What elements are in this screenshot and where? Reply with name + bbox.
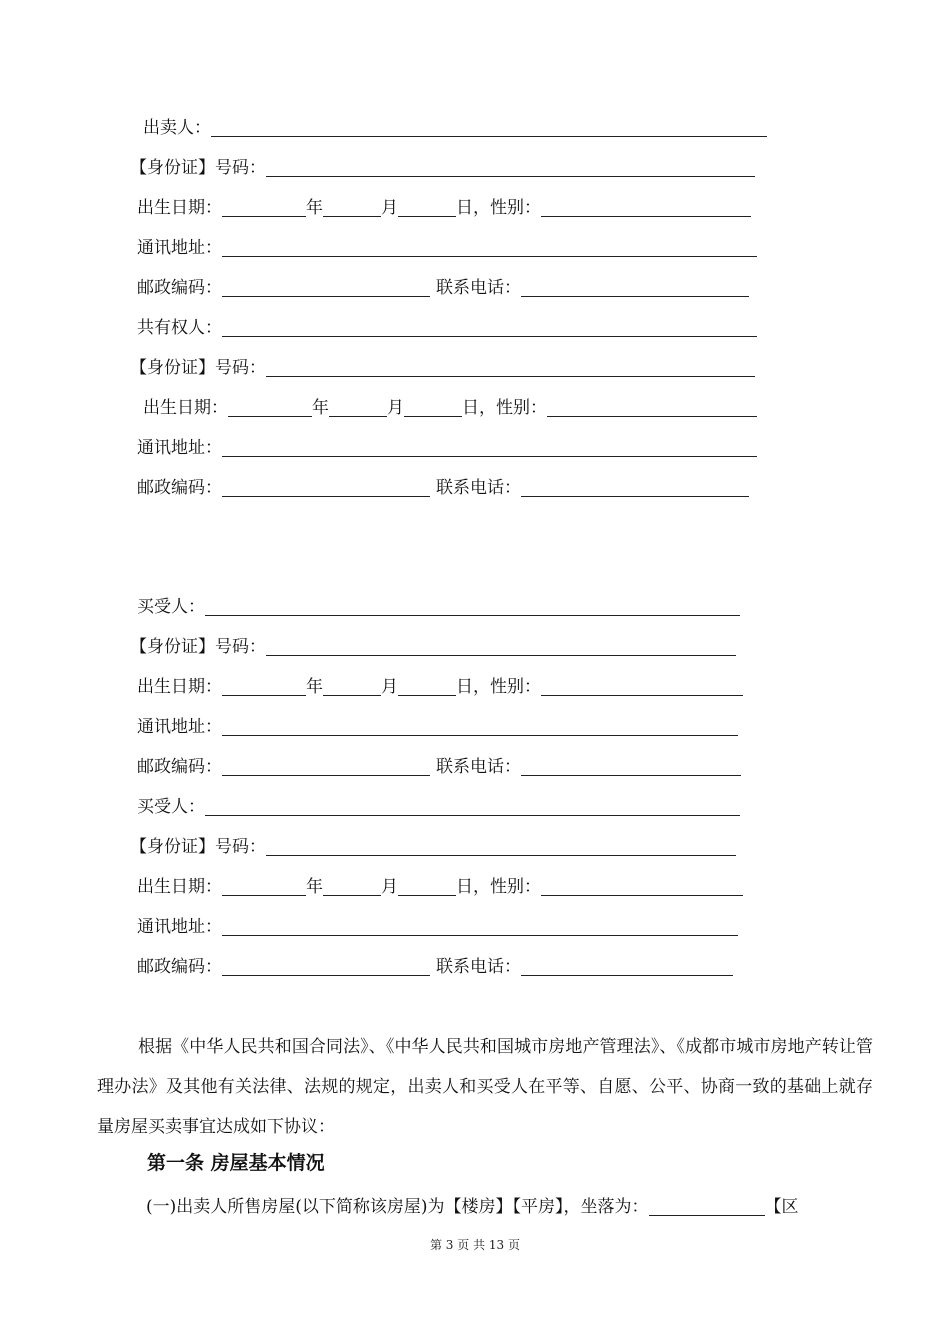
year-label: 年: [312, 398, 329, 418]
address-label: 通讯地址：: [137, 238, 222, 258]
footer-total-pages: 13: [488, 1238, 505, 1252]
id-label: 【身份证】号码：: [130, 158, 266, 178]
buyer2-phone-field[interactable]: [521, 957, 733, 976]
id-label: 【身份证】号码：: [130, 837, 266, 857]
coowner-address-field[interactable]: [222, 438, 757, 457]
seller-birth-month-field[interactable]: [323, 198, 381, 217]
buyer1-contact-row: [137, 755, 741, 779]
phone-label: 联系电话：: [436, 278, 521, 298]
buyer2-name-row: [137, 795, 740, 819]
buyer2-gender-field[interactable]: [541, 877, 743, 896]
buyer2-contact-row: [137, 955, 733, 979]
coowner-name-field[interactable]: [222, 318, 757, 337]
birth-label: 出生日期：: [137, 677, 222, 697]
coowner-birth-month-field[interactable]: [329, 398, 387, 417]
coowner-phone-field[interactable]: [521, 478, 749, 497]
footer-suffix: 页: [508, 1238, 521, 1252]
day-gender-label: 日，性别：: [456, 198, 541, 218]
day-gender-label: 日，性别：: [462, 398, 547, 418]
seller-address-row: [137, 236, 757, 260]
address-label: 通讯地址：: [137, 438, 222, 458]
coowner-address-row: [137, 436, 757, 460]
address-label: 通讯地址：: [137, 917, 222, 937]
coowner-birth-row: [143, 396, 757, 420]
seller-birth-year-field[interactable]: [222, 198, 306, 217]
buyer2-address-row: [137, 915, 738, 939]
birth-label: 出生日期：: [137, 198, 222, 218]
seller-birth-row: [137, 196, 751, 220]
birth-label: 出生日期：: [137, 877, 222, 897]
clause1-text: (一)出卖人所售房屋(以下简称该房屋)为【楼房】【平房】，坐落为：: [146, 1197, 649, 1217]
buyer-label: 买受人：: [137, 597, 205, 617]
postcode-label: 邮政编码：: [137, 957, 222, 977]
seller-label: 出卖人：: [143, 118, 211, 138]
coowner-contact-row: [137, 476, 749, 500]
buyer2-name-field[interactable]: [205, 797, 740, 816]
birth-label: 出生日期：: [143, 398, 228, 418]
month-label: 月: [387, 398, 404, 418]
buyer2-postcode-field[interactable]: [222, 957, 430, 976]
buyer1-name-field[interactable]: [205, 597, 740, 616]
seller-id-row: [130, 156, 755, 180]
seller-address-field[interactable]: [222, 238, 757, 257]
buyer2-id-field[interactable]: [266, 837, 736, 856]
buyer2-id-row: [130, 835, 736, 859]
postcode-label: 邮政编码：: [137, 757, 222, 777]
buyer1-birth-year-field[interactable]: [222, 677, 306, 696]
buyer1-gender-field[interactable]: [541, 677, 743, 696]
seller-name-row: [143, 116, 767, 140]
footer-middle: 页 共: [457, 1238, 486, 1252]
page-footer: [0, 1236, 950, 1253]
id-label: 【身份证】号码：: [130, 637, 266, 657]
day-gender-label: 日，性别：: [456, 877, 541, 897]
seller-gender-field[interactable]: [541, 198, 751, 217]
footer-prefix: 第: [429, 1238, 442, 1252]
buyer1-birth-month-field[interactable]: [323, 677, 381, 696]
seller-postcode-field[interactable]: [222, 278, 430, 297]
buyer-label: 买受人：: [137, 797, 205, 817]
id-label: 【身份证】号码：: [130, 358, 266, 378]
buyer2-birth-row: [137, 875, 743, 899]
year-label: 年: [306, 198, 323, 218]
coowner-postcode-field[interactable]: [222, 478, 430, 497]
coowner-label: 共有权人：: [137, 318, 222, 338]
phone-label: 联系电话：: [436, 957, 521, 977]
clause1-tail: 【区: [764, 1197, 799, 1217]
postcode-label: 邮政编码：: [137, 278, 222, 298]
coowner-id-field[interactable]: [266, 358, 755, 377]
buyer1-phone-field[interactable]: [521, 757, 741, 776]
buyer1-birth-row: [137, 675, 743, 699]
buyer1-address-field[interactable]: [222, 717, 738, 736]
coowner-gender-field[interactable]: [547, 398, 757, 417]
month-label: 月: [381, 677, 398, 697]
footer-current-page: 3: [445, 1238, 454, 1252]
buyer1-postcode-field[interactable]: [222, 757, 430, 776]
seller-phone-field[interactable]: [521, 278, 749, 297]
buyer2-birth-day-field[interactable]: [398, 877, 456, 896]
buyer1-id-row: [130, 635, 736, 659]
coowner-birth-year-field[interactable]: [228, 398, 312, 417]
year-label: 年: [306, 677, 323, 697]
day-gender-label: 日，性别：: [456, 677, 541, 697]
buyer1-id-field[interactable]: [266, 637, 736, 656]
seller-id-field[interactable]: [266, 158, 755, 177]
buyer2-birth-year-field[interactable]: [222, 877, 306, 896]
phone-label: 联系电话：: [436, 478, 521, 498]
phone-label: 联系电话：: [436, 757, 521, 777]
location-field[interactable]: [649, 1197, 765, 1216]
coowner-birth-day-field[interactable]: [404, 398, 462, 417]
address-label: 通讯地址：: [137, 717, 222, 737]
month-label: 月: [381, 877, 398, 897]
coowner-name-row: [137, 316, 757, 340]
seller-name-field[interactable]: [211, 118, 767, 137]
buyer1-address-row: [137, 715, 738, 739]
buyer2-address-field[interactable]: [222, 917, 738, 936]
coowner-id-row: [130, 356, 755, 380]
preamble-paragraph: 根据《中华人民共和国合同法》、《中华人民共和国城市房地产管理法》、《成都市城市房地产转让管理办法》及其他有关法律、法规的规定，出卖人和买受人在平等、自愿、公平、协商一致的基础上就存量房屋买卖事宜达成如下协议：: [97, 1037, 873, 1137]
seller-contact-row: [137, 276, 749, 300]
buyer1-name-row: [137, 595, 740, 619]
buyer2-birth-month-field[interactable]: [323, 877, 381, 896]
buyer1-birth-day-field[interactable]: [398, 677, 456, 696]
article1-clause1: [146, 1195, 799, 1219]
year-label: 年: [306, 877, 323, 897]
month-label: 月: [381, 198, 398, 218]
article1-heading: 第一条 房屋基本情况: [147, 1152, 325, 1174]
seller-birth-day-field[interactable]: [398, 198, 456, 217]
postcode-label: 邮政编码：: [137, 478, 222, 498]
